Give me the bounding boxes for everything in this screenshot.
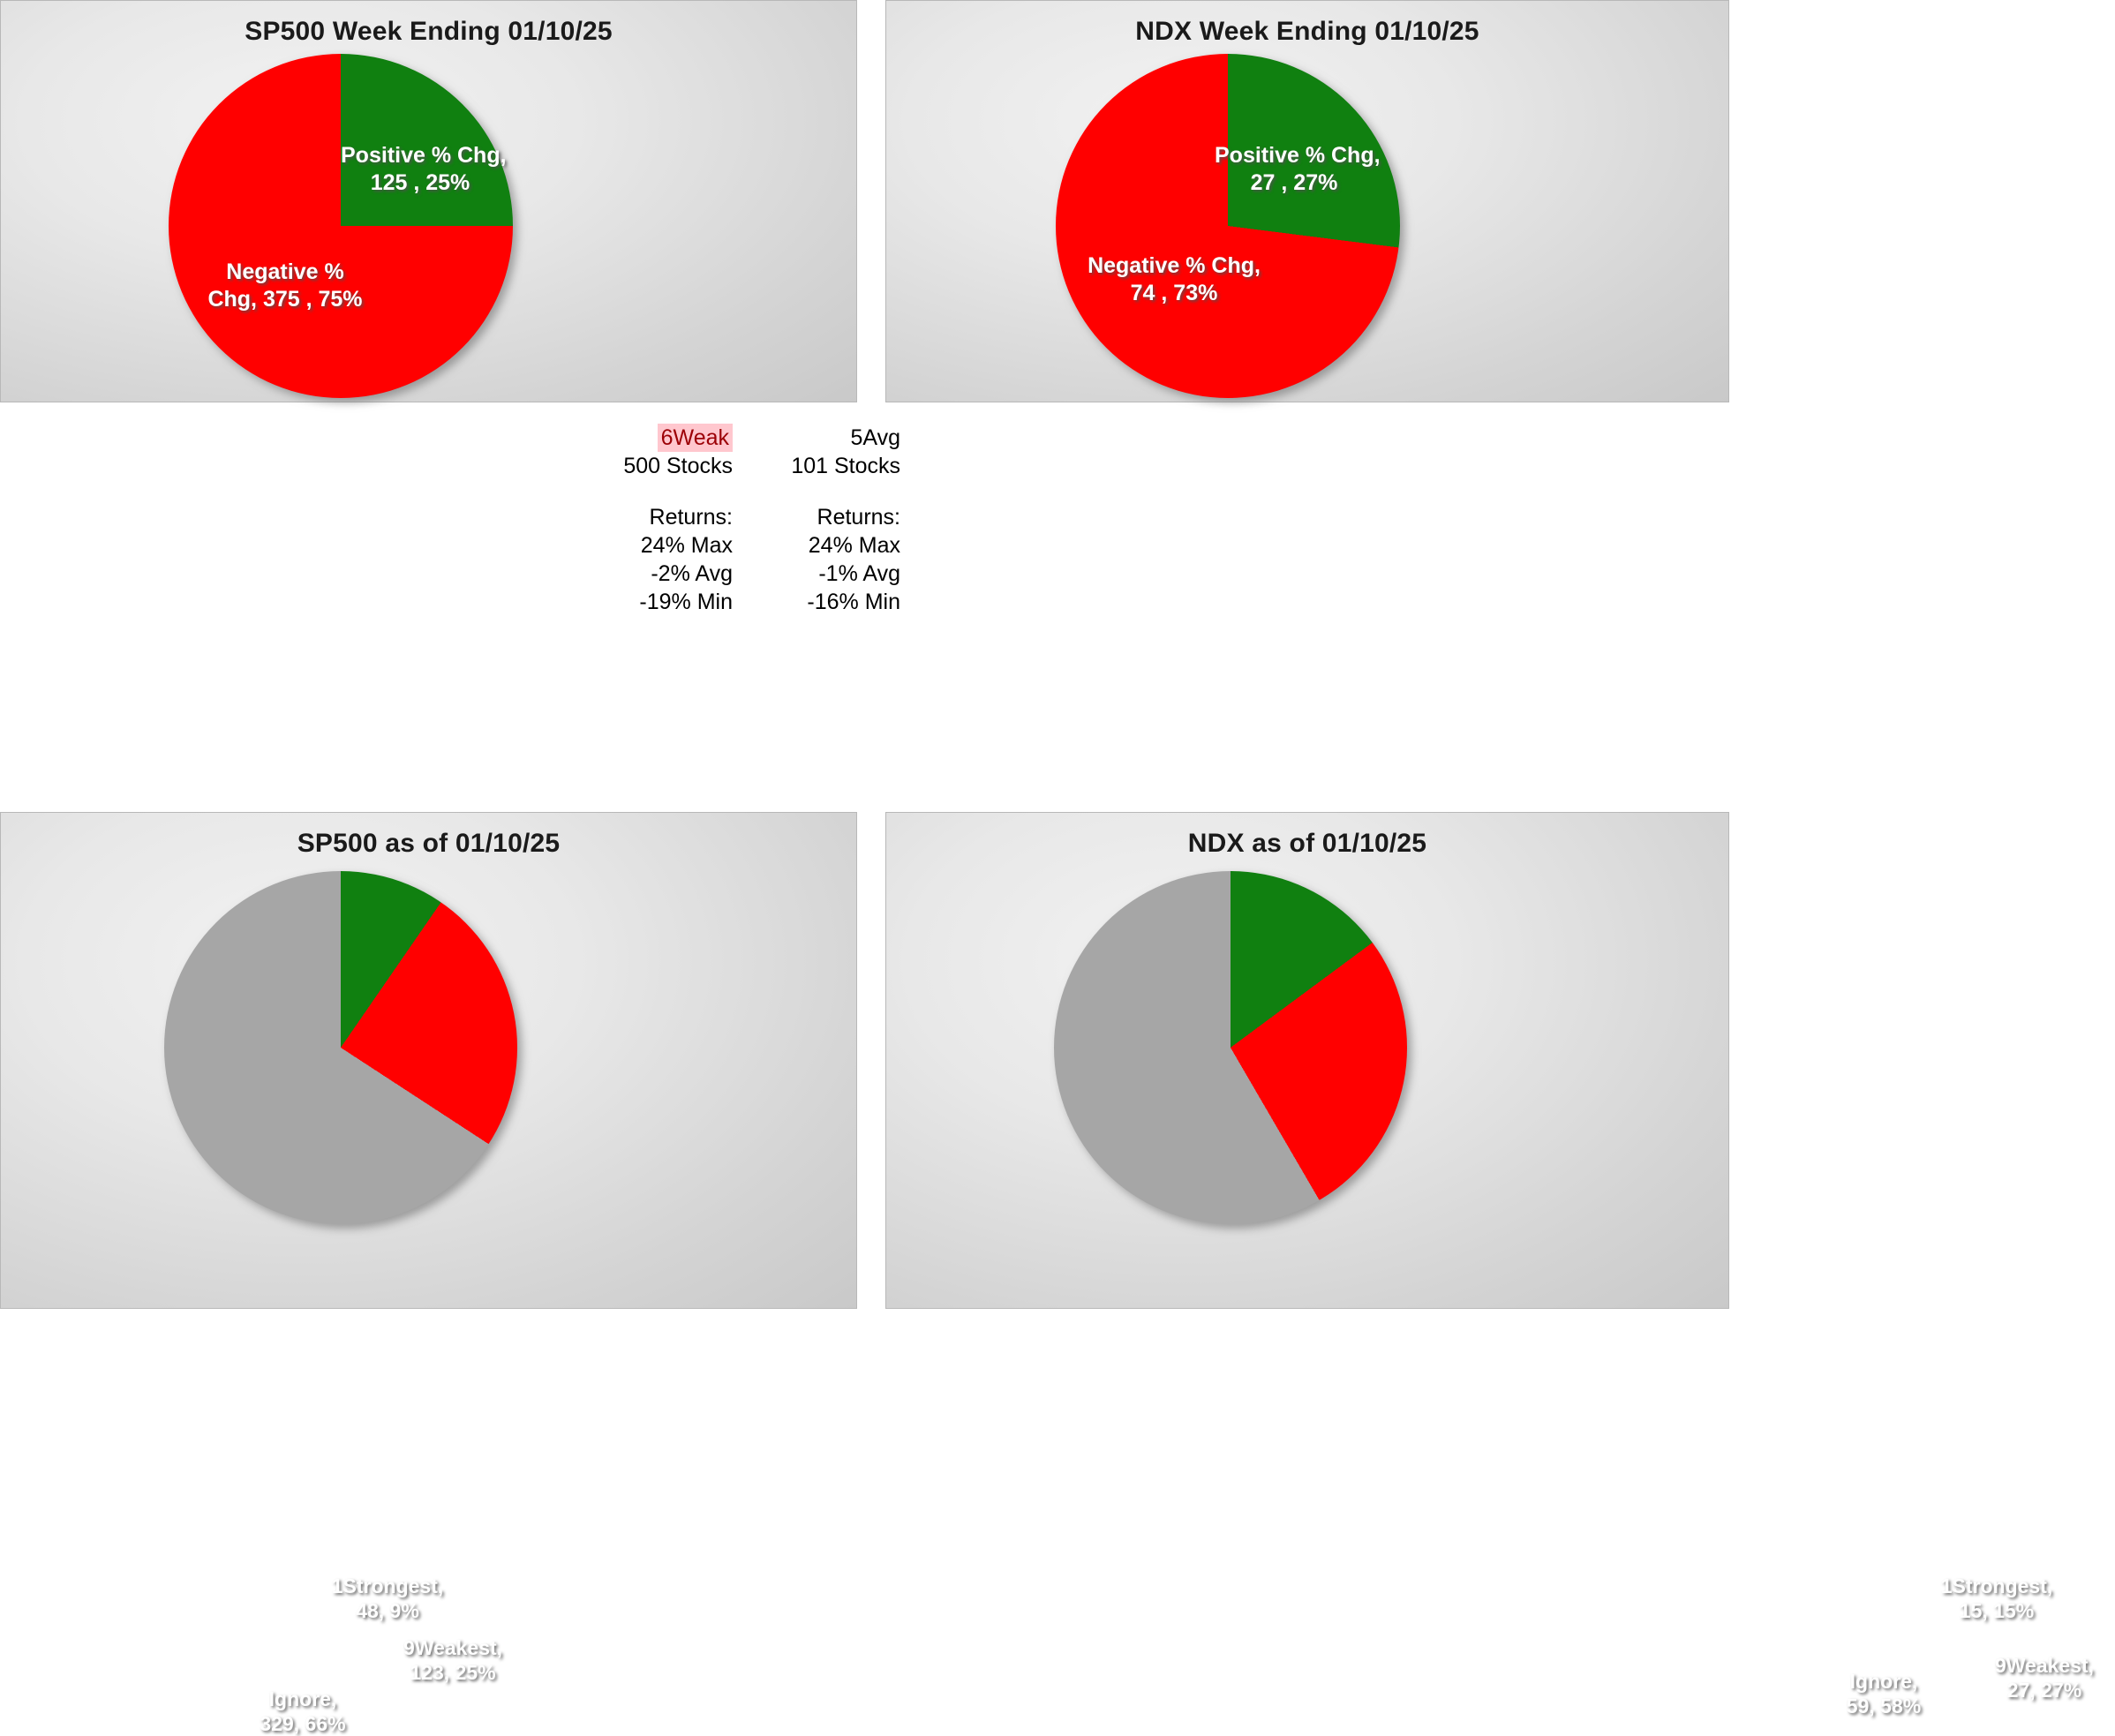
stats-header-left: 6Weak [565,424,733,452]
pie-sp500-asof [1,813,856,1736]
slice-label-ignore: Ignore, 59, 58% [1846,1670,1922,1718]
slice-label-weakest: 9Weakest, 123, 25% [403,1636,503,1685]
slice-label-strongest: 1Strongest, 48, 9% [331,1574,444,1623]
chart-title-sp500-week: SP500 Week Ending 01/10/25 [245,17,613,46]
stats-min-right: -16% Min [807,590,900,614]
stats-spacer [565,480,733,503]
stats-avg-right: -1% Avg [818,561,900,586]
pie-ndx-asof [886,813,2095,1718]
pie-slices-ndx-week [1056,54,1400,398]
chart-panel-sp500-week [0,0,857,402]
chart-panel-sp500-asof [0,812,857,1736]
pie-slices-sp500-asof [164,871,517,1224]
slice-label-positive: Positive % Chg, 27 , 27% [1215,143,1381,195]
stats-spacer [733,480,900,503]
stats-min-left: -19% Min [639,590,733,614]
pie-slices-ndx-asof [1054,871,1407,1224]
stats-column-6weak [565,424,733,616]
chart-panel-ndx-week [885,0,1729,402]
slice-label-negative: Negative % Chg, 375 , 75% [207,259,363,312]
stats-returns-label-left: Returns: [649,505,733,530]
stats-max-right: 24% Max [808,533,900,558]
stats-avg-left: -2% Avg [651,561,733,586]
stats-column-5avg [733,424,900,616]
summary-stats [565,424,1095,618]
pie-slices-sp500-week [169,54,513,398]
pie-sp500-week [1,1,856,402]
chart-panel-ndx-asof [885,812,2095,1718]
slice-label-ignore: Ignore, 329, 66% [260,1687,346,1736]
slice-label-strongest: 1Strongest, 15, 15% [1940,1574,2053,1623]
stats-returns-label-right: Returns: [817,505,900,530]
stats-count-right: 101 Stocks [791,454,900,478]
chart-title-ndx-week: NDX Week Ending 01/10/25 [1135,17,1479,46]
chart-title-sp500-asof: SP500 as of 01/10/25 [297,829,561,858]
stats-count-left: 500 Stocks [623,454,733,478]
pie-ndx-week [886,1,1728,402]
slice-label-weakest: 9Weakest, 27, 27% [1994,1654,2095,1702]
stats-max-left: 24% Max [640,533,733,558]
slice-label-negative: Negative % Chg, 74 , 73% [1088,253,1261,305]
slice-label-positive: Positive % Chg, 125 , 25% [341,143,507,195]
stats-header-right: 5Avg [850,425,900,450]
chart-title-ndx-asof: NDX as of 01/10/25 [1187,829,1427,858]
